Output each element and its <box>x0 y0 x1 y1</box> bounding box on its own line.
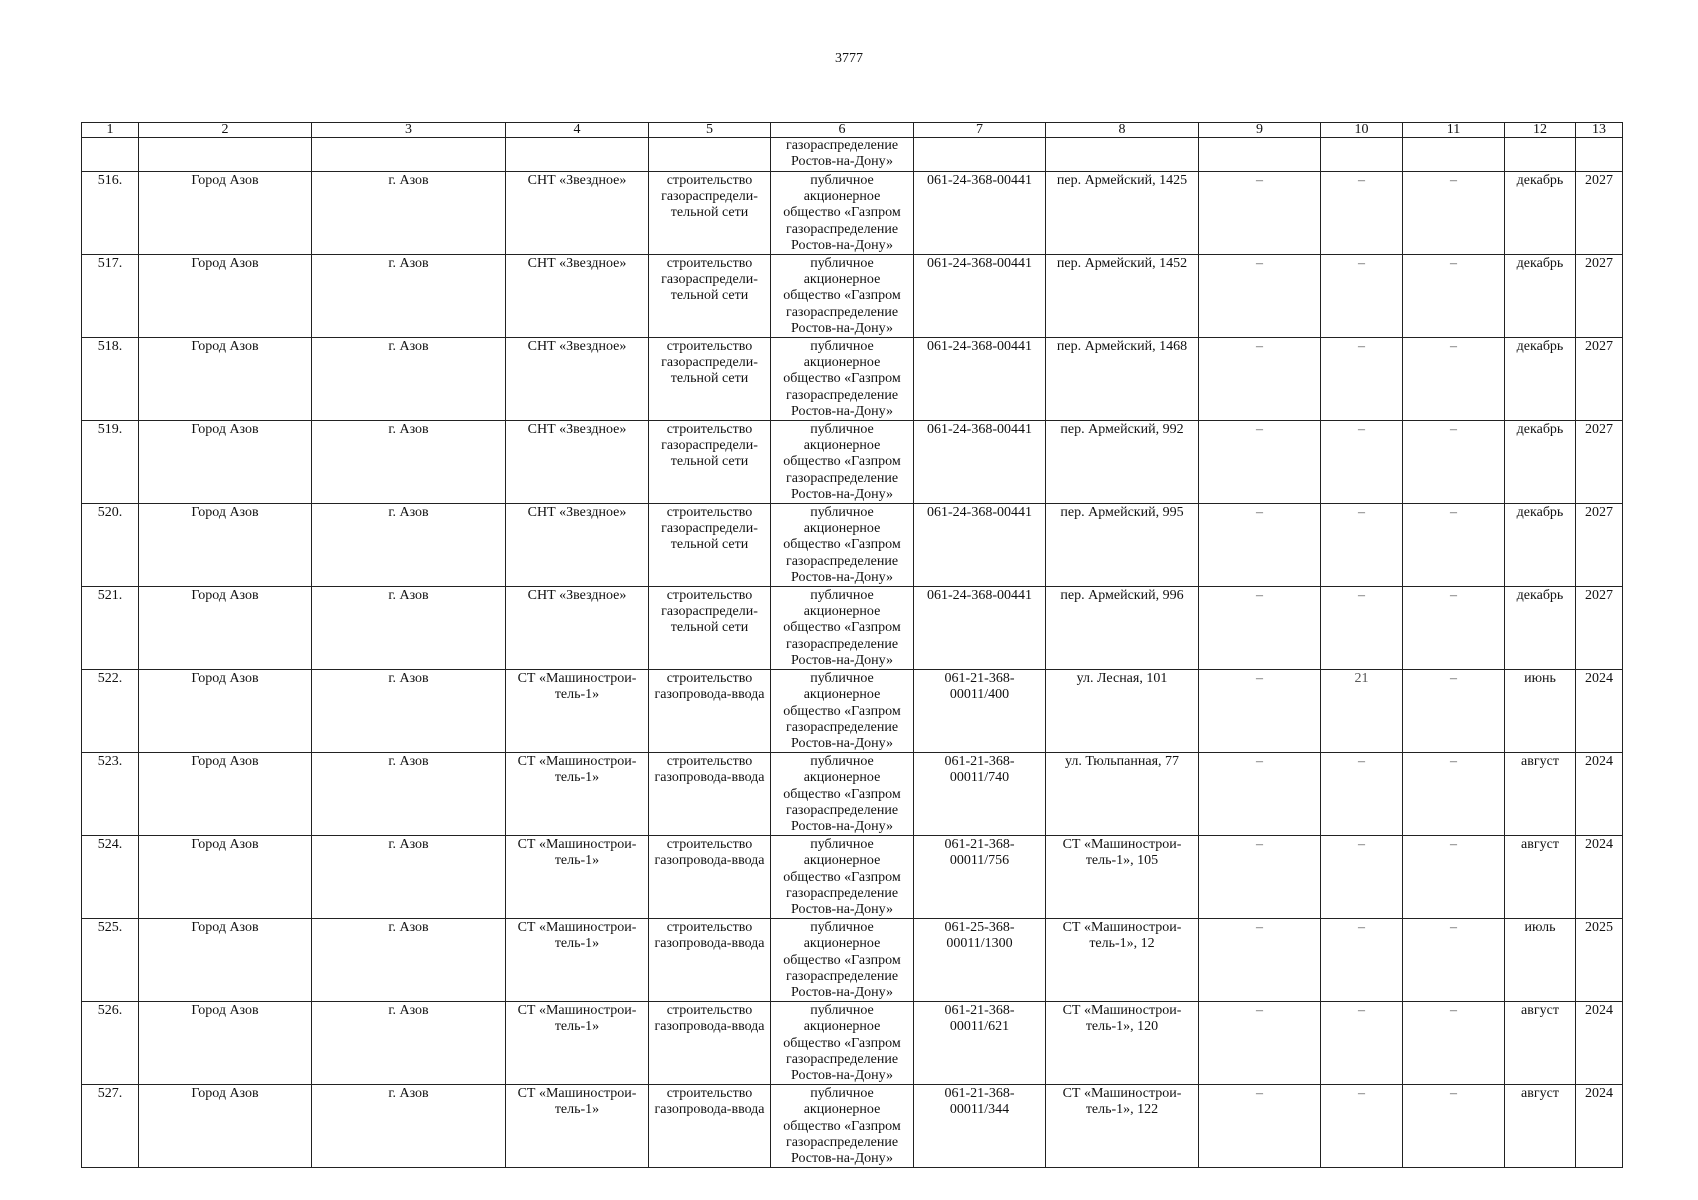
cell-settlement: г. Азов <box>312 1085 506 1168</box>
cell-address: СТ «Машинострои-тель-1», 122 <box>1046 1085 1199 1168</box>
cell-organization: публичное акционерное общество «Газпром газораспределение Ростов-на-Дону» <box>771 338 914 421</box>
cell-settlement: г. Азов <box>312 753 506 836</box>
cell-partnership: СТ «Машинострои-тель-1» <box>506 670 649 753</box>
cell-address: ул. Лесная, 101 <box>1046 670 1199 753</box>
cell-contract <box>914 138 1046 172</box>
cell-col9: – <box>1199 172 1321 255</box>
page-number: 3777 <box>835 51 863 66</box>
cell-municipality: Город Азов <box>139 919 312 1002</box>
cell-col11: – <box>1403 338 1505 421</box>
cell-col9: – <box>1199 504 1321 587</box>
cell-col9: – <box>1199 919 1321 1002</box>
cell-number: 525. <box>82 919 139 1002</box>
cell-number: 521. <box>82 587 139 670</box>
cell-year: 2024 <box>1576 670 1623 753</box>
cell-work-type: строительство газопровода-ввода <box>649 1002 771 1085</box>
cell-settlement <box>312 138 506 172</box>
cell-address: пер. Армейский, 1452 <box>1046 255 1199 338</box>
cell-col9: – <box>1199 753 1321 836</box>
cell-work-type: строительство газораспредели-тельной сети <box>649 587 771 670</box>
cell-year: 2027 <box>1576 587 1623 670</box>
cell-year <box>1576 138 1623 172</box>
cell-year: 2024 <box>1576 1002 1623 1085</box>
cell-col10: – <box>1321 172 1403 255</box>
cell-col10 <box>1321 138 1403 172</box>
cell-contract: 061-21-368-00011/621 <box>914 1002 1046 1085</box>
cell-address: пер. Армейский, 1468 <box>1046 338 1199 421</box>
cell-work-type: строительство газораспредели-тельной сети <box>649 172 771 255</box>
cell-month: декабрь <box>1505 338 1576 421</box>
cell-settlement: г. Азов <box>312 670 506 753</box>
cell-partnership: СНТ «Звездное» <box>506 255 649 338</box>
cell-address: СТ «Машинострои-тель-1», 12 <box>1046 919 1199 1002</box>
cell-contract: 061-21-368-00011/344 <box>914 1085 1046 1168</box>
cell-number <box>82 138 139 172</box>
cell-number: 524. <box>82 836 139 919</box>
cell-municipality: Город Азов <box>139 504 312 587</box>
cell-partnership: СНТ «Звездное» <box>506 172 649 255</box>
cell-col9: – <box>1199 836 1321 919</box>
column-number: 7 <box>914 123 1046 138</box>
cell-organization: публичное акционерное общество «Газпром газораспределение Ростов-на-Дону» <box>771 670 914 753</box>
cell-address: СТ «Машинострои-тель-1», 120 <box>1046 1002 1199 1085</box>
cell-contract: 061-21-368-00011/400 <box>914 670 1046 753</box>
cell-col10: – <box>1321 1085 1403 1168</box>
cell-month: июнь <box>1505 670 1576 753</box>
cell-work-type: строительство газораспредели-тельной сети <box>649 421 771 504</box>
cell-partnership: СТ «Машинострои-тель-1» <box>506 836 649 919</box>
cell-partnership: СТ «Машинострои-тель-1» <box>506 753 649 836</box>
cell-settlement: г. Азов <box>312 919 506 1002</box>
cell-contract: 061-25-368-00011/1300 <box>914 919 1046 1002</box>
table-body <box>82 123 1623 1168</box>
column-number: 1 <box>82 123 139 138</box>
cell-col11: – <box>1403 836 1505 919</box>
column-number: 9 <box>1199 123 1321 138</box>
column-number: 5 <box>649 123 771 138</box>
cell-settlement: г. Азов <box>312 1002 506 1085</box>
cell-col10: – <box>1321 753 1403 836</box>
cell-month: август <box>1505 1002 1576 1085</box>
cell-municipality: Город Азов <box>139 172 312 255</box>
table-row <box>82 1085 1623 1168</box>
data-table <box>81 122 1623 1168</box>
cell-work-type: строительство газораспредели-тельной сети <box>649 504 771 587</box>
column-number: 13 <box>1576 123 1623 138</box>
column-number: 11 <box>1403 123 1505 138</box>
cell-work-type <box>649 138 771 172</box>
cell-address: пер. Армейский, 996 <box>1046 587 1199 670</box>
cell-settlement: г. Азов <box>312 172 506 255</box>
cell-organization: публичное акционерное общество «Газпром газораспределение Ростов-на-Дону» <box>771 753 914 836</box>
cell-contract: 061-21-368-00011/756 <box>914 836 1046 919</box>
cell-number: 520. <box>82 504 139 587</box>
cell-col9: – <box>1199 255 1321 338</box>
cell-number: 527. <box>82 1085 139 1168</box>
cell-month: август <box>1505 753 1576 836</box>
cell-address: пер. Армейский, 995 <box>1046 504 1199 587</box>
cell-organization: публичное акционерное общество «Газпром газораспределение Ростов-на-Дону» <box>771 421 914 504</box>
cell-col9: – <box>1199 670 1321 753</box>
cell-organization: публичное акционерное общество «Газпром газораспределение Ростов-на-Дону» <box>771 1085 914 1168</box>
cell-col10: – <box>1321 1002 1403 1085</box>
cell-col11: – <box>1403 753 1505 836</box>
cell-municipality: Город Азов <box>139 1002 312 1085</box>
cell-partnership: СНТ «Звездное» <box>506 421 649 504</box>
cell-partnership: СНТ «Звездное» <box>506 504 649 587</box>
cell-organization: газораспределение Ростов-на-Дону» <box>771 138 914 172</box>
table-row <box>82 1002 1623 1085</box>
column-number-row <box>82 123 1623 138</box>
cell-number: 516. <box>82 172 139 255</box>
cell-contract: 061-21-368-00011/740 <box>914 753 1046 836</box>
cell-organization: публичное акционерное общество «Газпром газораспределение Ростов-на-Дону» <box>771 255 914 338</box>
cell-col10: – <box>1321 919 1403 1002</box>
cell-contract: 061-24-368-00441 <box>914 421 1046 504</box>
table-row <box>82 421 1623 504</box>
cell-col11: – <box>1403 255 1505 338</box>
table-row <box>82 338 1623 421</box>
cell-col9: – <box>1199 1002 1321 1085</box>
cell-work-type: строительство газораспредели-тельной сети <box>649 338 771 421</box>
column-number: 12 <box>1505 123 1576 138</box>
cell-settlement: г. Азов <box>312 421 506 504</box>
cell-address: пер. Армейский, 1425 <box>1046 172 1199 255</box>
cell-settlement: г. Азов <box>312 504 506 587</box>
cell-col11: – <box>1403 670 1505 753</box>
column-number: 8 <box>1046 123 1199 138</box>
cell-municipality <box>139 138 312 172</box>
cell-settlement: г. Азов <box>312 587 506 670</box>
cell-col11: – <box>1403 421 1505 504</box>
cell-address: ул. Тюльпанная, 77 <box>1046 753 1199 836</box>
column-number: 6 <box>771 123 914 138</box>
cell-col10: – <box>1321 338 1403 421</box>
table-row <box>82 587 1623 670</box>
cell-col11 <box>1403 138 1505 172</box>
column-number: 3 <box>312 123 506 138</box>
cell-municipality: Город Азов <box>139 338 312 421</box>
cell-col11: – <box>1403 172 1505 255</box>
cell-municipality: Город Азов <box>139 587 312 670</box>
cell-work-type: строительство газопровода-ввода <box>649 670 771 753</box>
table-row <box>82 670 1623 753</box>
table-row <box>82 504 1623 587</box>
cell-col11: – <box>1403 504 1505 587</box>
cell-col10: – <box>1321 504 1403 587</box>
cell-organization: публичное акционерное общество «Газпром газораспределение Ростов-на-Дону» <box>771 919 914 1002</box>
cell-col10: – <box>1321 836 1403 919</box>
cell-municipality: Город Азов <box>139 753 312 836</box>
cell-partnership: СТ «Машинострои-тель-1» <box>506 1002 649 1085</box>
cell-month: декабрь <box>1505 172 1576 255</box>
cell-year: 2027 <box>1576 172 1623 255</box>
cell-year: 2027 <box>1576 504 1623 587</box>
cell-address: СТ «Машинострои-тель-1», 105 <box>1046 836 1199 919</box>
cell-partnership: СТ «Машинострои-тель-1» <box>506 919 649 1002</box>
column-number: 10 <box>1321 123 1403 138</box>
cell-year: 2024 <box>1576 1085 1623 1168</box>
cell-col10: 21 <box>1321 670 1403 753</box>
cell-work-type: строительство газораспредели-тельной сети <box>649 255 771 338</box>
cell-col11: – <box>1403 587 1505 670</box>
column-number: 4 <box>506 123 649 138</box>
cell-month: июль <box>1505 919 1576 1002</box>
cell-col9: – <box>1199 1085 1321 1168</box>
cell-col9: – <box>1199 587 1321 670</box>
cell-settlement: г. Азов <box>312 338 506 421</box>
cell-month: август <box>1505 1085 1576 1168</box>
cell-organization: публичное акционерное общество «Газпром газораспределение Ростов-на-Дону» <box>771 836 914 919</box>
cell-address <box>1046 138 1199 172</box>
cell-col9: – <box>1199 338 1321 421</box>
cell-number: 522. <box>82 670 139 753</box>
table-row <box>82 172 1623 255</box>
cell-organization: публичное акционерное общество «Газпром газораспределение Ростов-на-Дону» <box>771 587 914 670</box>
cell-contract: 061-24-368-00441 <box>914 587 1046 670</box>
cell-contract: 061-24-368-00441 <box>914 172 1046 255</box>
cell-col11: – <box>1403 919 1505 1002</box>
cell-year: 2024 <box>1576 753 1623 836</box>
cell-number: 526. <box>82 1002 139 1085</box>
cell-col11: – <box>1403 1002 1505 1085</box>
cell-col10: – <box>1321 587 1403 670</box>
cell-month: декабрь <box>1505 255 1576 338</box>
cell-number: 523. <box>82 753 139 836</box>
cell-month: декабрь <box>1505 587 1576 670</box>
cell-work-type: строительство газопровода-ввода <box>649 1085 771 1168</box>
cell-col9 <box>1199 138 1321 172</box>
table-row <box>82 753 1623 836</box>
cell-work-type: строительство газопровода-ввода <box>649 919 771 1002</box>
cell-organization: публичное акционерное общество «Газпром газораспределение Ростов-на-Дону» <box>771 1002 914 1085</box>
cell-contract: 061-24-368-00441 <box>914 504 1046 587</box>
cell-municipality: Город Азов <box>139 421 312 504</box>
cell-municipality: Город Азов <box>139 255 312 338</box>
table-row <box>82 836 1623 919</box>
cell-contract: 061-24-368-00441 <box>914 338 1046 421</box>
cell-number: 519. <box>82 421 139 504</box>
cell-municipality: Город Азов <box>139 836 312 919</box>
column-number: 2 <box>139 123 312 138</box>
cell-partnership <box>506 138 649 172</box>
cell-number: 517. <box>82 255 139 338</box>
cell-col10: – <box>1321 421 1403 504</box>
cell-number: 518. <box>82 338 139 421</box>
cell-municipality: Город Азов <box>139 670 312 753</box>
cell-municipality: Город Азов <box>139 1085 312 1168</box>
continuation-row <box>82 138 1623 172</box>
cell-organization: публичное акционерное общество «Газпром газораспределение Ростов-на-Дону» <box>771 172 914 255</box>
cell-settlement: г. Азов <box>312 836 506 919</box>
cell-col11: – <box>1403 1085 1505 1168</box>
cell-partnership: СНТ «Звездное» <box>506 338 649 421</box>
cell-partnership: СТ «Машинострои-тель-1» <box>506 1085 649 1168</box>
cell-year: 2024 <box>1576 836 1623 919</box>
cell-month: август <box>1505 836 1576 919</box>
cell-partnership: СНТ «Звездное» <box>506 587 649 670</box>
cell-year: 2027 <box>1576 255 1623 338</box>
cell-month: декабрь <box>1505 421 1576 504</box>
cell-settlement: г. Азов <box>312 255 506 338</box>
cell-col10: – <box>1321 255 1403 338</box>
cell-year: 2027 <box>1576 338 1623 421</box>
table-row <box>82 919 1623 1002</box>
cell-address: пер. Армейский, 992 <box>1046 421 1199 504</box>
cell-col9: – <box>1199 421 1321 504</box>
cell-work-type: строительство газопровода-ввода <box>649 753 771 836</box>
cell-year: 2025 <box>1576 919 1623 1002</box>
cell-contract: 061-24-368-00441 <box>914 255 1046 338</box>
cell-month <box>1505 138 1576 172</box>
table-row <box>82 255 1623 338</box>
cell-organization: публичное акционерное общество «Газпром газораспределение Ростов-на-Дону» <box>771 504 914 587</box>
cell-month: декабрь <box>1505 504 1576 587</box>
cell-year: 2027 <box>1576 421 1623 504</box>
cell-work-type: строительство газопровода-ввода <box>649 836 771 919</box>
